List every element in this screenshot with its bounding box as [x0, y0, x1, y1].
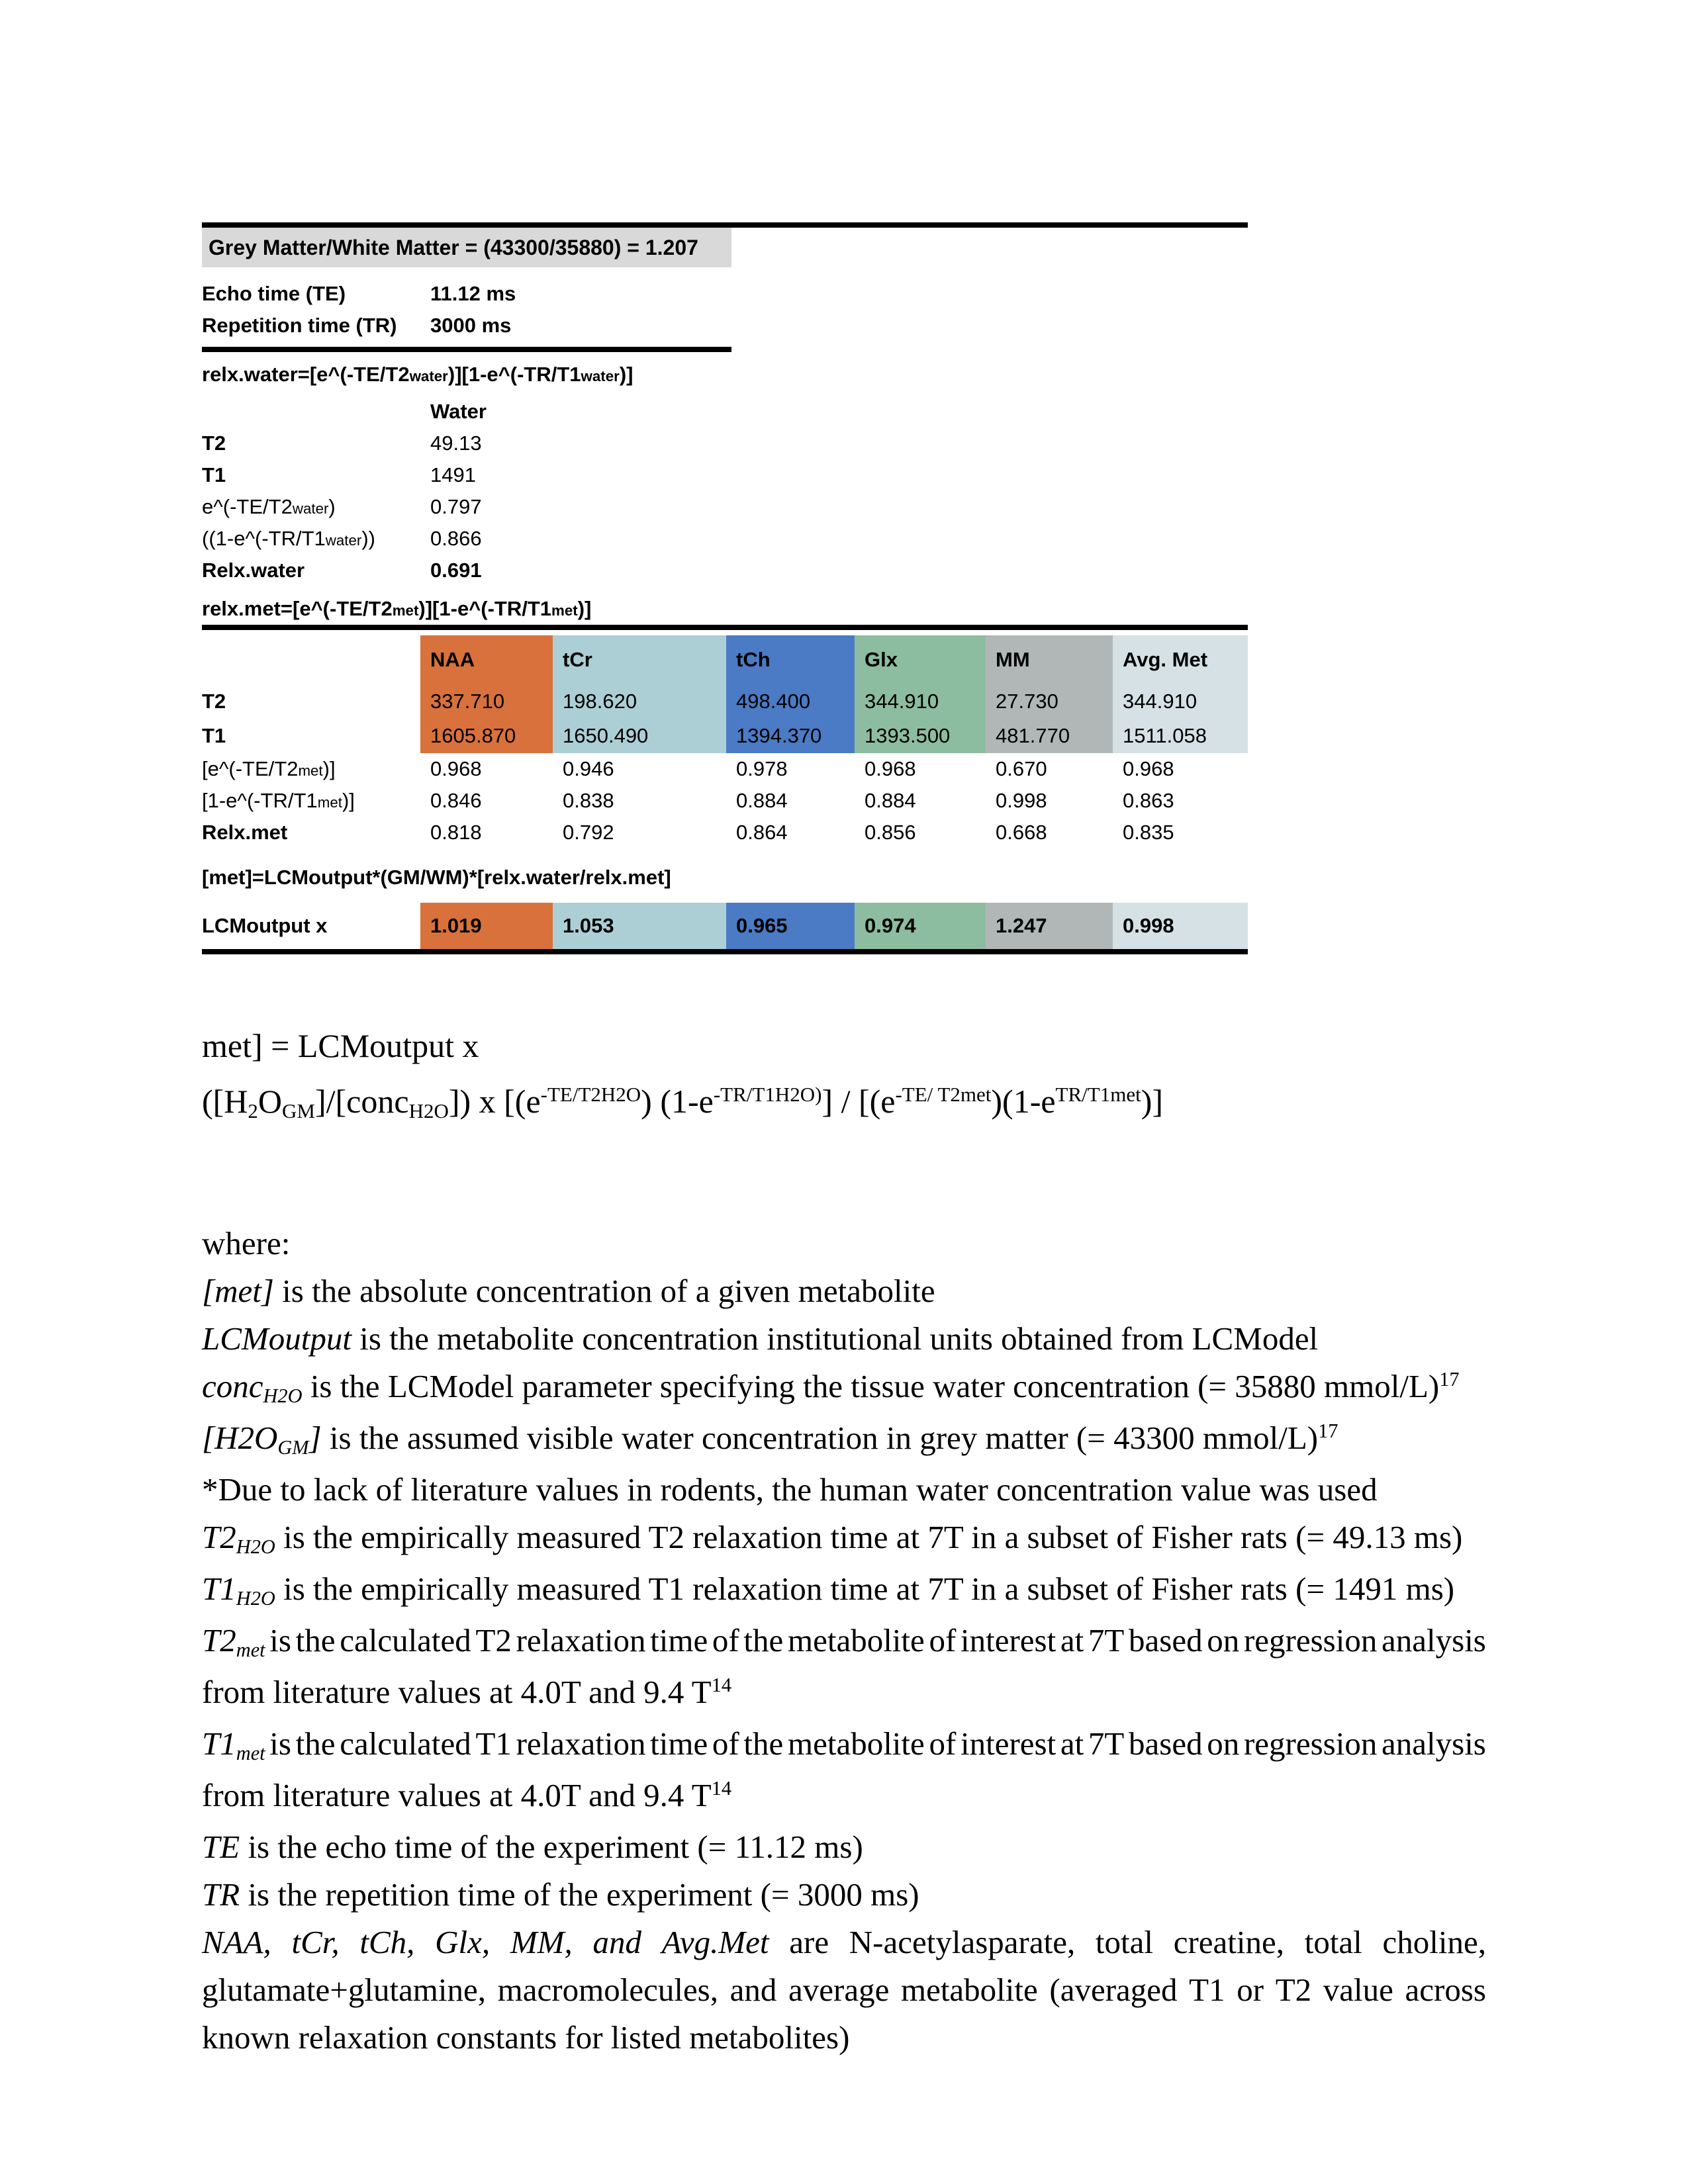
table-cell: 0.968 [865, 757, 916, 780]
row-value: 1491 [430, 463, 476, 486]
definition-line: LCMoutput is the metabolite concentration institutional units obtained from LCModel [202, 1320, 1319, 1357]
row-label: T2 [202, 432, 226, 455]
definition-line: [met] is the absolute concentration of a given metabolite [202, 1273, 935, 1309]
table-cell: 0.998 [1113, 903, 1248, 949]
row-label: T1 [202, 463, 226, 486]
relx-met-formula: relx.met=[e^(-TE/T2 met )][1-e^(-TR/T1 met )] [202, 597, 592, 620]
met-table-bottom-rule [202, 949, 1248, 954]
table-cell: 0.792 [563, 821, 614, 844]
table-cell: 0.884 [736, 789, 788, 812]
water-header-row [202, 396, 1486, 428]
top-rule [202, 222, 1248, 228]
met-col-header-avg: Avg. Met [1113, 635, 1248, 684]
table-cell: 0.835 [1123, 821, 1174, 844]
definition-line: T1H2O is the empirically measured T1 relaxation time at 7T in a subset of Fisher rats (= 1491 ms) [202, 1570, 1455, 1610]
scan-parameters [202, 278, 1486, 341]
definition-line: from literature values at 4.0T and 9.4 $T^{14}$ [202, 1777, 732, 1813]
relx-water-formula: relx.water=[e^(-TE/T2 water )][1-e^(-TR/T1 water )] [202, 363, 633, 386]
table-cell: 0.998 [996, 789, 1047, 812]
te-row [202, 278, 1486, 310]
table-cell: 337.710 [420, 684, 553, 719]
lcmoutput-row [202, 903, 1486, 949]
equation-line-1: met] = LCMoutput x [202, 1027, 479, 1064]
met-col-header-tch: tCh [726, 635, 855, 684]
definition-line: T2H2O is the empirically measured T2 relaxation time at 7T in a subset of Fisher rats (= 49.13 ms) [202, 1519, 1463, 1558]
table-cell: 0.968 [1123, 757, 1174, 780]
table-cell: 0.668 [996, 821, 1047, 844]
met-col-header-naa: NAA [420, 635, 553, 684]
table-cell: 0.884 [865, 789, 916, 812]
lcmoutput-label: LCMoutput x [202, 914, 328, 937]
row-label: ((1-e^(-TR/T1 water )) [202, 527, 375, 550]
definition-line: TR is the repetition time of the experiment (= 3000 ms) [202, 1876, 919, 1913]
absolute-concentration-equation [202, 1018, 1486, 1134]
table-cell: 198.620 [553, 684, 726, 719]
table-cell: 481.770 [986, 719, 1113, 753]
row-label: Relx.water [202, 559, 305, 582]
water-section-rule [202, 347, 731, 352]
te-label: Echo time (TE) [202, 282, 346, 305]
table-cell: 0.818 [430, 821, 482, 844]
table-cell: 1605.870 [420, 719, 553, 753]
water-table [202, 396, 1486, 586]
table-cell: 0.968 [430, 757, 482, 780]
table-cell: 0.946 [563, 757, 614, 780]
table-cell: 498.400 [726, 684, 855, 719]
definition-line: where: [202, 1225, 291, 1261]
table-cell: 0.974 [855, 903, 986, 949]
table-cell: 0.670 [996, 757, 1047, 780]
definition-line: [H2OGM] is the assumed visible water concentration in grey matter (= 43300 mmol/L)$^{17}$ [202, 1420, 1338, 1459]
definitions [202, 1220, 1486, 2062]
row-label: T2 [202, 690, 226, 713]
definition-line: *Due to lack of literature values in rodents, the human water concentration value was used [202, 1471, 1378, 1508]
row-value: 0.866 [430, 527, 482, 550]
row-value: 49.13 [430, 432, 482, 455]
row-label: T1 [202, 724, 226, 747]
met-table-top-rule [202, 625, 1248, 630]
table-cell: 0.856 [865, 821, 916, 844]
table-cell: 1394.370 [726, 719, 855, 753]
water-e-te-row [202, 491, 1486, 523]
table-cell: 344.910 [855, 684, 986, 719]
water-relx-row [202, 555, 1486, 586]
table-cell: 1393.500 [855, 719, 986, 753]
water-t2-row [202, 428, 1486, 459]
table-cell: 0.838 [563, 789, 614, 812]
definition-line: TE is the echo time of the experiment (= 11.12 ms) [202, 1829, 863, 1865]
row-value: 0.797 [430, 495, 482, 518]
met-col-header-mm: MM [986, 635, 1113, 684]
met-table [202, 635, 1486, 848]
spacer-cell [202, 635, 420, 684]
definition-line: concH2O is the LCModel parameter specifying the tissue water concentration (= 35880 mmol/L)$^{17}$ [202, 1368, 1460, 1407]
row-label: e^(-TE/T2 water ) [202, 495, 336, 518]
tr-value: 3000 ms [430, 314, 512, 337]
table-cell: 1511.058 [1113, 719, 1248, 753]
table-cell: 0.978 [736, 757, 788, 780]
definition-line: from literature values at 4.0T and 9.4 $T^{14}$ [202, 1674, 732, 1710]
definition-line: glutamate+glutamine, macromolecules, and average metabolite (averaged T1 or T2 value across [202, 1972, 1486, 2008]
water-col-header: Water [430, 400, 487, 423]
water-t1-row [202, 459, 1486, 491]
row-label: Relx.met [202, 821, 288, 844]
table-cell: 27.730 [986, 684, 1113, 719]
row-label: [1-e^(-TR/T1 met )] [202, 789, 355, 812]
definition-line: known relaxation constants for listed metabolites) [202, 2019, 850, 2056]
definition-line: T1met is the calculated T1 relaxation time of the metabolite of interest at 7T based on regression analysis [202, 1725, 1486, 1764]
definition-line: T2met is the calculated T2 relaxation time of the metabolite of interest at 7T based on regression analysis [202, 1622, 1486, 1661]
table-cell: 1650.490 [553, 719, 726, 753]
table-cell: 0.863 [1123, 789, 1174, 812]
table-cell: 1.053 [553, 903, 726, 949]
table-cell: 0.864 [736, 821, 788, 844]
gm-wm-ratio-title: Grey Matter/White Matter = (43300/35880) = 1.207 [202, 228, 731, 267]
row-label: [e^(-TE/T2 met )] [202, 757, 336, 780]
met-col-header-glx: Glx [855, 635, 986, 684]
table-cell: 0.846 [430, 789, 482, 812]
te-value: 11.12 ms [430, 282, 516, 305]
table-cell: 344.910 [1113, 684, 1248, 719]
tr-label: Repetition time (TR) [202, 314, 397, 337]
met-output-formula: [met]=LCMoutput*(GM/WM)*[relx.water/relx.met] [202, 866, 671, 889]
table-cell: 0.965 [726, 903, 855, 949]
met-col-header-tcr: tCr [553, 635, 726, 684]
water-e-tr-row [202, 523, 1486, 555]
tr-row [202, 310, 1486, 341]
row-value: 0.691 [430, 559, 482, 582]
definition-line: NAA, tCr, tCh, Glx, MM, and Avg.Met are N-acetylasparate, total creatine, total choline, [202, 1924, 1486, 1960]
table-cell: 1.247 [986, 903, 1113, 949]
equation-line-2: ([H2OGM]/[concH2O]) x [$(e^{-TE/T2H2O})$ $(1-e^{-TR/T1H2O)}] / [(e^{-TE/ T2met})(1-e^{TR/T1met})]$ [202, 1082, 1164, 1122]
table-cell: 1.019 [420, 903, 553, 949]
